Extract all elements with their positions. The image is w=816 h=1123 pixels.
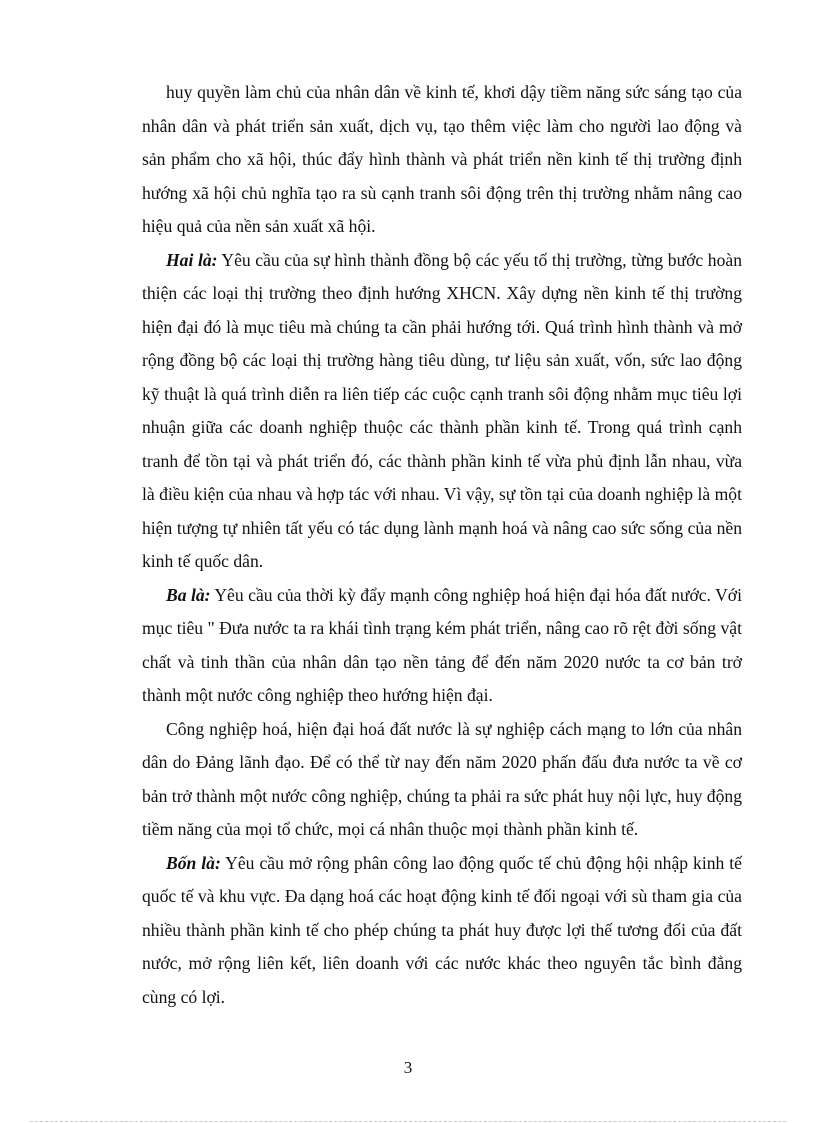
paragraph-text: Yêu cầu của sự hình thành đồng bộ các yếu tố thị trường, từng bước hoàn thiện các loại thị trường theo định hướng XHCN. Xây dựng nền kinh tế thị trường hiện đại đó là mục tiêu mà chúng ta cần phải hướng tới. Quá trình hình thành và mở rộng đồng bộ các loại thị trường hàng tiêu dùng, tư liệu sản xuất, vốn, sức lao động kỹ thuật là quá trình diễn ra liên tiếp các cuộc cạnh tranh sôi động nhằm mục tiêu lợi nhuận giữa các doanh nghiệp thuộc các thành phần kinh tế. Trong quá trình cạnh tranh để tồn tại và phát triển đó, các thành phần kinh tế vừa phủ định lẫn nhau, vừa là điều kiện của nhau và hợp tác với nhau. Vì vậy, sự tồn tại của doanh nghiệp là một hiện tượng tự nhiên tất yếu có tác dụng lành mạnh hoá và nâng cao sức sống của nền kinh tế quốc dân. — [142, 249, 743, 571]
paragraph-text: Yêu cầu của thời kỳ đẩy mạnh công nghiệp hoá hiện đại hóa đất nước. Với mục tiêu " Đưa nước ta ra khái tình trạng kém phát triển, nâng cao rõ rệt đời sống vật chất và tinh thần của nhân dân tạo nền tảng để đến năm 2020 nước ta cơ bản trở thành một nước công nghiệp theo hướng hiện đại. — [142, 584, 742, 705]
paragraph-bon-la — [142, 847, 742, 1015]
paragraph-lead: Hai là: — [166, 249, 218, 270]
paragraph-ba-la — [142, 579, 742, 713]
paragraph-text: Công nghiệp hoá, hiện đại hoá đất nước là sự nghiệp cách mạng to lớn của nhân dân do Đảng lãnh đạo. Để có thể từ nay đến năm 2020 phấn đấu đưa nước ta về cơ bản trở thành một nước công nghiệp, chúng ta phải ra sức phát huy nội lực, huy động tiềm năng của mọi tổ chức, mọi cá nhân thuộc mọi thành phần kinh tế. — [142, 718, 742, 839]
page-number: 3 — [403, 1058, 413, 1077]
paragraph-lead: Bốn là: — [166, 852, 221, 873]
paragraph-hai-la — [142, 244, 742, 579]
page-bottom-divider — [30, 1121, 786, 1122]
document-body — [142, 76, 742, 1014]
paragraph-lead: Ba là: — [166, 584, 211, 605]
paragraph-text: huy quyền làm chủ của nhân dân về kinh tế, khơi dậy tiềm năng sức sáng tạo của nhân dân và phát triển sản xuất, dịch vụ, tạo thêm việc làm cho người lao động và sản phẩm cho xã hội, thúc đẩy hình thành và phát triển nền kinh tế thị trường định hướng xã hội chủ nghĩa tạo ra sù cạnh tranh sôi động trên thị trường nhằm nâng cao hiệu quả của nền sản xuất xã hội. — [142, 82, 742, 236]
paragraph-text: Yêu cầu mở rộng phân công lao động quốc tế chủ động hội nhập kinh tế quốc tế và khu vực. Đa dạng hoá các hoạt động kinh tế đối ngoại với sù tham gia của nhiều thành phần kinh tế cho phép chúng ta phát huy được lợi thế tương đối của đất nước, mở rộng liên kết, liên doanh với các nước khác theo nguyên tắc bình đẳng cùng có lợi. — [142, 852, 742, 1007]
paragraph-cong-nghiep-hoa — [142, 713, 742, 847]
paragraph-continuation — [142, 76, 742, 244]
